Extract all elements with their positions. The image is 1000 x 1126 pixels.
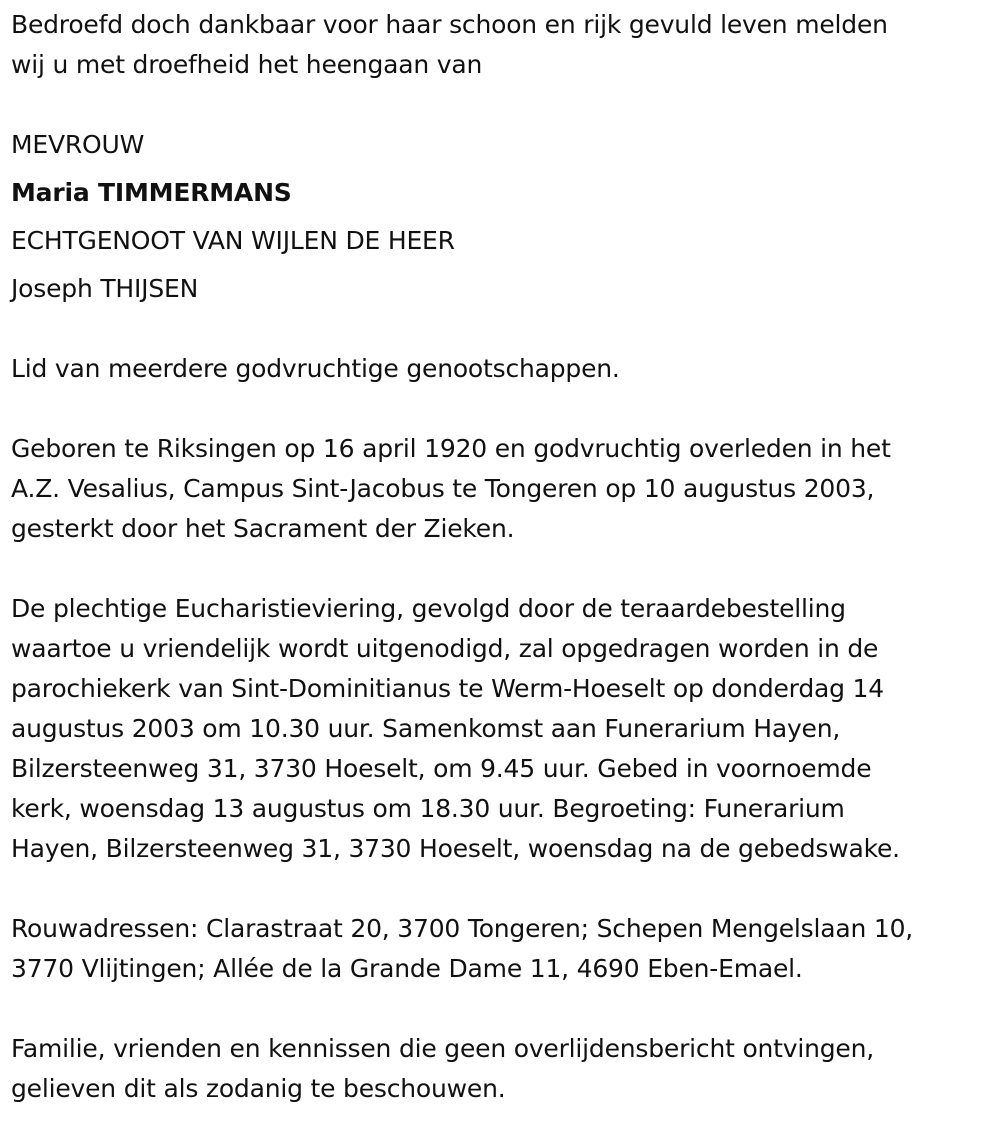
- ceremony-line-4: augustus 2003 om 10.30 uur. Samenkomst aan Funerarium Hayen,: [11, 714, 841, 743]
- ceremony-line-7: Hayen, Bilzersteenweg 31, 3730 Hoeselt, woensdag na de gebedswake.: [11, 834, 900, 863]
- ceremony-line-1: De plechtige Eucharistieviering, gevolgd door de teraardebestelling: [11, 594, 846, 623]
- closing-line-2: gelieven dit als zodanig te beschouwen.: [11, 1074, 506, 1103]
- spouse-name: Joseph THIJSEN: [11, 274, 199, 303]
- ceremony-line-3: parochiekerk van Sint-Dominitianus te Werm-Hoeselt op donderdag 14: [11, 674, 884, 703]
- honorific-title: MEVROUW: [11, 130, 145, 159]
- birth-death-line-3: gesterkt door het Sacrament der Zieken.: [11, 514, 515, 543]
- membership-text: Lid van meerdere godvruchtige genootschappen.: [11, 354, 620, 383]
- addresses-line-1: Rouwadressen: Clarastraat 20, 3700 Tongeren; Schepen Mengelslaan 10,: [11, 914, 914, 943]
- birth-death-line-1: Geboren te Riksingen op 16 april 1920 en godvruchtig overleden in het: [11, 434, 891, 463]
- ceremony-line-2: waartoe u vriendelijk wordt uitgenodigd, zal opgedragen worden in de: [11, 634, 879, 663]
- ceremony-line-5: Bilzersteenweg 31, 3730 Hoeselt, om 9.45 uur. Gebed in voornoemde: [11, 754, 872, 783]
- closing-line-1: Familie, vrienden en kennissen die geen overlijdensbericht ontvingen,: [11, 1034, 875, 1063]
- addresses-line-2: 3770 Vlijtingen; Allée de la Grande Dame 11, 4690 Eben-Emael.: [11, 954, 803, 983]
- ceremony-line-6: kerk, woensdag 13 augustus om 18.30 uur. Begroeting: Funerarium: [11, 794, 845, 823]
- birth-death-line-2: A.Z. Vesalius, Campus Sint-Jacobus te Tongeren op 10 augustus 2003,: [11, 474, 875, 503]
- intro-line-1: Bedroefd doch dankbaar voor haar schoon en rijk gevuld leven melden: [11, 10, 888, 39]
- deceased-name: Maria TIMMERMANS: [11, 178, 292, 207]
- spouse-prefix: ECHTGENOOT VAN WIJLEN DE HEER: [11, 226, 455, 255]
- intro-line-2: wij u met droefheid het heengaan van: [11, 50, 483, 79]
